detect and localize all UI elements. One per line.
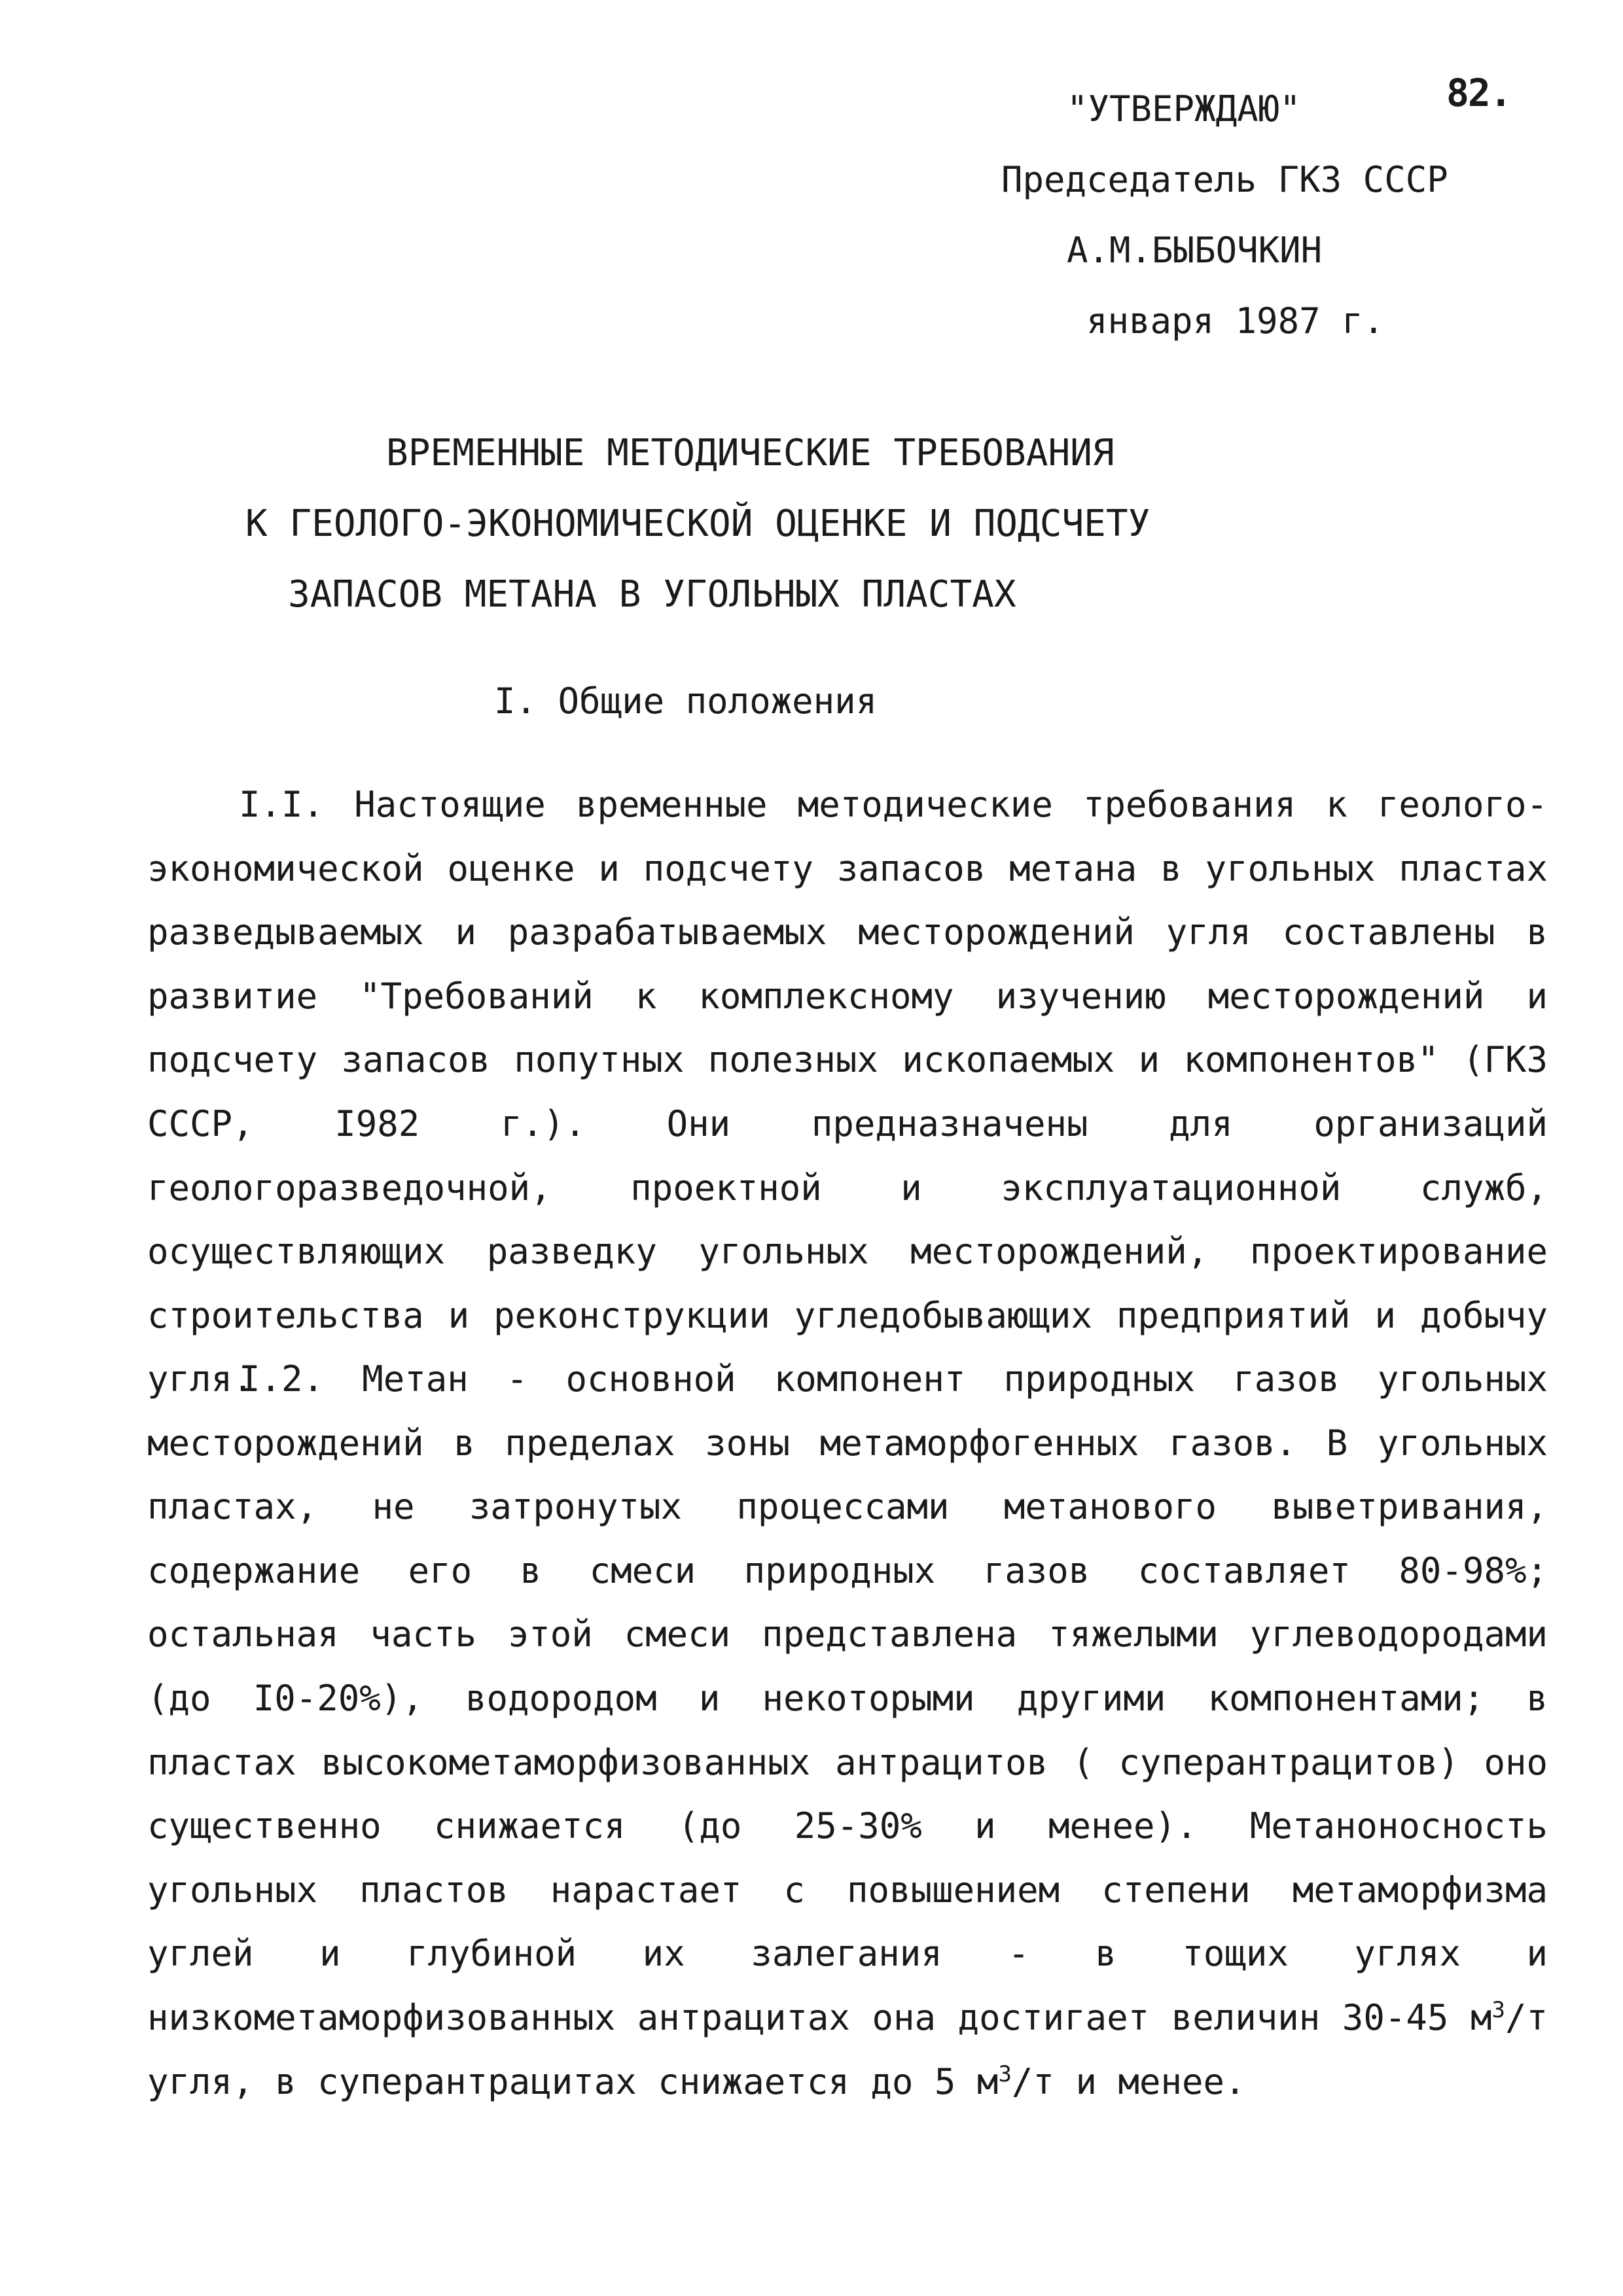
approval-name: А.М.БЫБОЧКИН: [1067, 230, 1323, 271]
paragraph-1-2-text-end: /т и менее.: [1011, 2060, 1246, 2102]
title-line-3: ЗАПАСОВ МЕТАНА В УГОЛЬНЫХ ПЛАСТАХ: [288, 573, 1016, 616]
approval-stamp: "УТВЕРЖДАЮ": [1067, 88, 1301, 130]
cubic-superscript-1: 3: [1491, 1996, 1505, 2023]
paragraph-1-2: [147, 1347, 1548, 2113]
title-line-1: ВРЕМЕННЫЕ МЕТОДИЧЕСКИЕ ТРЕБОВАНИЯ: [386, 432, 1115, 474]
paragraph-1-2-text-start: I.2. Метан - основной компонент природных газов угольных месторождений в пределах зоны метаморфогенных газов. В угольных пластах, не затронутых процессами метанового выветривания, содержание его в смеси природных газов составляет 80-98%; остальная часть этой смеси представлена тяжелыми углеводородами (до I0-20%), водородом и некоторыми другими компонентами; в пластах высокометаморфизованных антрацитов ( суперантрацитов) оно существенно снижается (до 25-30% и менее). Метаноносность угольных пластов нарастает с повышением степени метаморфизма углей и глубиной их залегания - в тощих углях и низкометаморфизованных антрацитах она достигает величин 30-45 м: [147, 1358, 1548, 2038]
paragraph-1-2-text-middle: /т угля, в суперантрацитах снижается до 5 м: [147, 1996, 1548, 2102]
approval-position: Председатель ГКЗ СССР: [1001, 159, 1448, 200]
section-heading: I. Общие положения: [494, 680, 878, 722]
title-line-2: К ГЕОЛОГО-ЭКОНОМИЧЕСКОЙ ОЦЕНКЕ И ПОДСЧЕТУ: [245, 503, 1150, 545]
cubic-superscript-2: 3: [998, 2060, 1012, 2087]
approval-date: января 1987 г.: [1086, 300, 1385, 342]
page-number: 82.: [1446, 71, 1511, 115]
paragraph-1-1: I.I. Настоящие временные методические требования к геолого-экономической оценке и подсчету запасов метана в угольных пластах разведываемых и разрабатываемых месторождений угля составлены в развитие "Требований к комплексному изучению месторождений и подсчету запасов попутных полезных ископаемых и компонентов" (ГКЗ СССР, I982 г.). Они предназначены для организаций геологоразведочной, проектной и эксплуатационной служб, осуществляющих разведку угольных месторождений, проектирование строительства и реконструкции угледобывающих предприятий и добычу угля.: [147, 784, 1548, 1400]
